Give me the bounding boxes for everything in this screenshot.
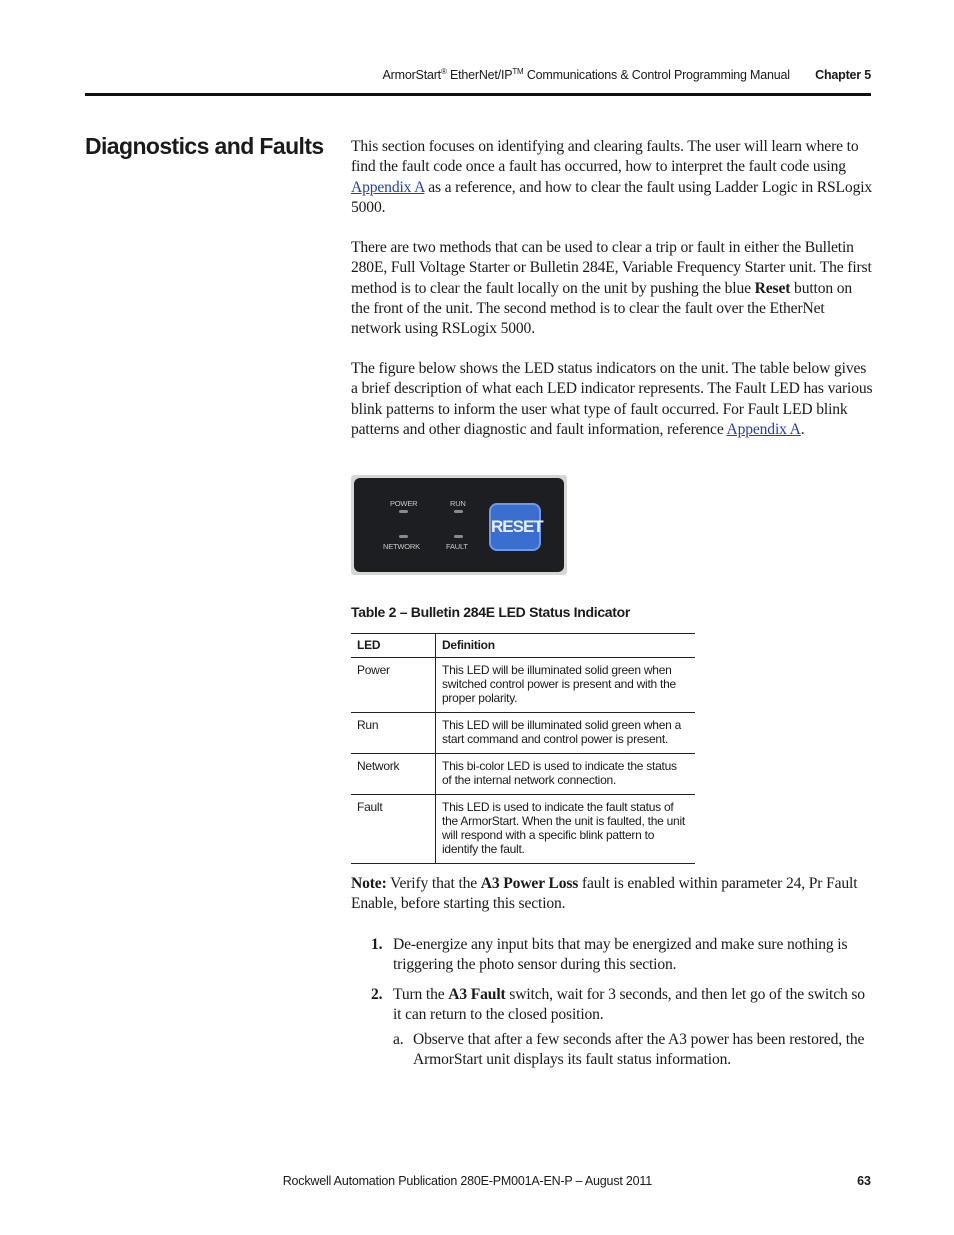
column-header-led: LED — [351, 634, 436, 658]
table-row — [351, 713, 695, 754]
table-row — [351, 795, 695, 864]
step-number: 1. — [371, 936, 383, 953]
table-header-row — [351, 634, 695, 658]
note-text-a: Verify that the — [386, 875, 481, 892]
table-row — [351, 658, 695, 713]
led-definition-cell: This bi-color LED is used to indicate the status of the internal network connection. — [436, 754, 696, 795]
power-led-indicator — [399, 510, 408, 513]
header-rule — [85, 93, 871, 96]
footer-publication: Rockwell Automation Publication 280E-PM001A-EN-P – August 2011 — [282, 1174, 652, 1188]
reset-button-image: RESET — [489, 503, 541, 551]
running-header — [0, 68, 871, 82]
page-number: 63 — [857, 1174, 871, 1188]
step2-text-a: Turn the — [393, 986, 449, 1003]
column-header-definition: Definition — [436, 634, 696, 658]
appendix-a-link-2[interactable]: Appendix A — [726, 420, 801, 438]
para2-text-a: There are two methods that can be used to clear a trip or fault in either the Bulletin 280E, Full Voltage Starter or Bulletin 284E, Variable Frequency Starter unit. The first method is to clear the fault locally on the unit by pushing the blue — [351, 239, 872, 297]
intro-paragraph — [351, 137, 873, 218]
reset-bold: Reset — [754, 279, 791, 297]
note-text-b: fault is enabled within parameter 24, Pr Fault Enable, before starting this section. — [351, 875, 858, 913]
power-led-label: POWER — [390, 499, 418, 508]
registered-mark: ® — [440, 67, 447, 76]
led-status-table — [351, 633, 695, 864]
led-name-cell: Network — [351, 754, 436, 795]
led-figure-paragraph — [351, 359, 873, 440]
run-led-label: RUN — [450, 499, 466, 508]
header-title-rest: Communications & Control Programming Manual — [526, 68, 790, 82]
table-row — [351, 754, 695, 795]
led-name-cell: Power — [351, 658, 436, 713]
step-text — [393, 985, 873, 1026]
para2-text-b: button on the front of the unit. The second method is to clear the fault over the EtherNet network using RSLogix 5000. — [351, 279, 853, 338]
note-label: Note: — [351, 875, 387, 892]
table-caption: Table 2 – Bulletin 284E LED Status Indicator — [351, 604, 631, 620]
trademark-mark: TM — [512, 67, 524, 76]
step2-text-b: switch, wait for 3 seconds, and then let go of the switch so it can return to the closed position. — [393, 986, 865, 1024]
led-panel-figure — [351, 475, 567, 575]
led-panel-face — [354, 478, 564, 572]
a3-fault-bold: A3 Fault — [448, 986, 506, 1003]
led-name-cell: Run — [351, 713, 436, 754]
header-protocol: EtherNet/IP — [449, 68, 513, 82]
led-definition-cell: This LED is used to indicate the fault status of the ArmorStart. When the unit is faulted, the unit will respond with a specific blink pattern to identify the fault. — [436, 795, 696, 864]
led-definition-cell: This LED will be illuminated solid green when switched control power is present and with the proper polarity. — [436, 658, 696, 713]
para3-text-a: The figure below shows the LED status indicators on the unit. The table below gives a brief description of what each LED indicator represents. The Fault LED has various blink patterns to inform the user what type of fault occurred. For Fault LED blink patterns and other diagnostic and fault information, reference — [351, 360, 873, 438]
section-title: Diagnostics and Faults — [85, 133, 324, 159]
methods-paragraph — [351, 238, 873, 339]
note-bold-term: A3 Power Loss — [480, 875, 579, 892]
step-number: 2. — [371, 986, 383, 1003]
substep-text: Observe that after a few seconds after the A3 power has been restored, the ArmorStart unit displays its fault status information. — [413, 1031, 865, 1069]
header-brand: ArmorStart — [382, 68, 441, 82]
substep-letter: a. — [393, 1031, 404, 1048]
led-definition-cell: This LED will be illuminated solid green when a start command and control power is present. — [436, 713, 696, 754]
para1-text-a: This section focuses on identifying and clearing faults. The user will learn where to find the fault code once a fault has occurred, how to interpret the fault code using — [351, 138, 859, 176]
fault-led-label: FAULT — [446, 542, 468, 551]
network-led-indicator — [399, 535, 408, 538]
network-led-label: NETWORK — [383, 542, 420, 551]
fault-led-indicator — [454, 535, 463, 538]
note-paragraph — [351, 874, 873, 915]
para3-text-b: . — [800, 420, 805, 438]
header-chapter: Chapter 5 — [815, 68, 871, 82]
appendix-a-link[interactable]: Appendix A — [351, 178, 425, 196]
led-name-cell: Fault — [351, 795, 436, 864]
para1-text-b: as a reference, and how to clear the fault using Ladder Logic in RSLogix 5000. — [351, 178, 873, 216]
run-led-indicator — [454, 510, 463, 513]
step-text: De-energize any input bits that may be energized and make sure nothing is triggering the photo sensor during this section. — [393, 936, 848, 974]
